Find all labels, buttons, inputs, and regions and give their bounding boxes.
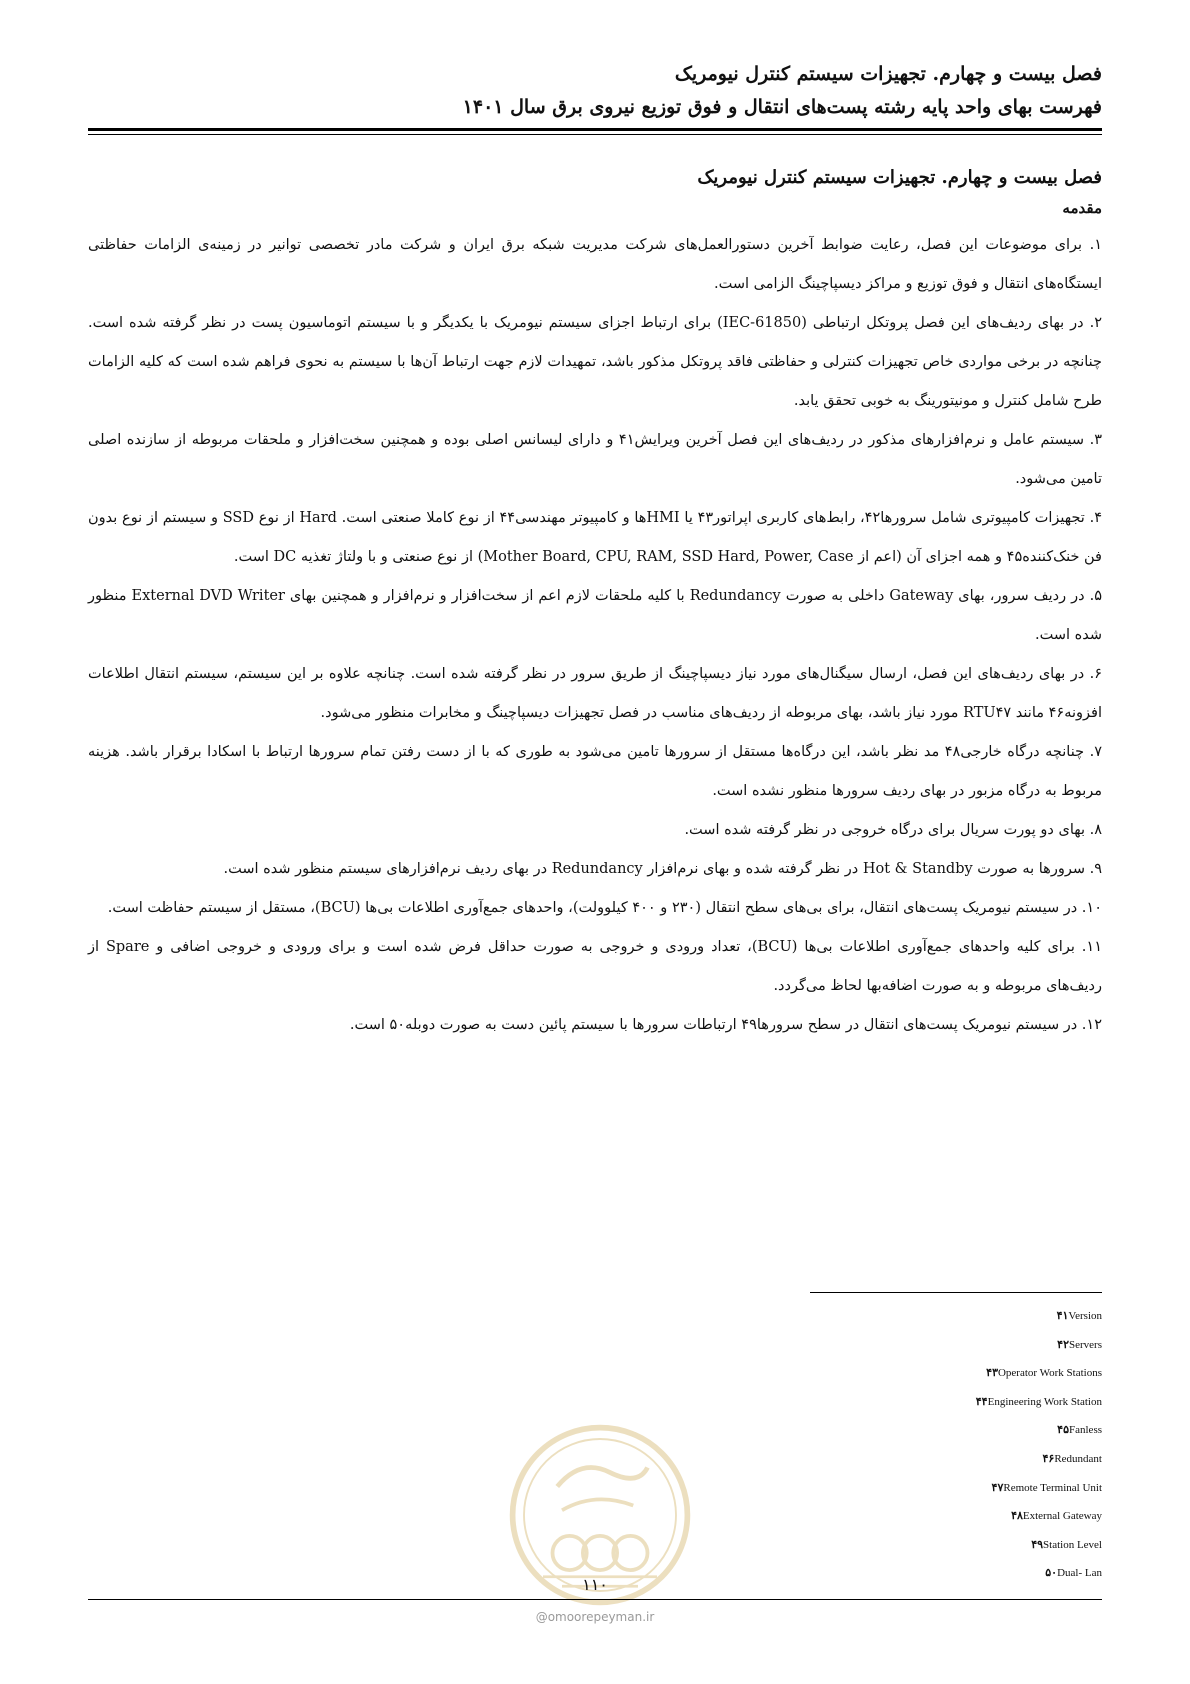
paragraph-6: ۶. در بهای ردیف‌های این فصل، ارسال سیگنال‌های مورد نیاز دیسپاچینگ از طریق سرور در نظر گرفته شده است. چنانچه علاوه بر این سیستم، سیستم انتقال اطلاعات افزونه۴۶ مانند RTU۴۷ مورد نیاز باشد، بهای مربوطه از ردیف‌های مناسب در فصل تجهیزات دیسپاچینگ و مخابرات منظور می‌شود. [88,666,1102,721]
footnote-term: Version [1068,1310,1102,1322]
paragraph-10: ۱۰. در سیستم نیومریک پست‌های انتقال، برای بی‌های سطح انتقال (۲۳۰ و ۴۰۰ کیلوولت)، واحدهای جمع‌آوری اطلاعات بی‌ها (BCU)، مستقل از سیستم حفاظت است. [107,900,1102,916]
footnote-term: Dual- Lan [1057,1567,1102,1580]
footnote-term: Station Level [1043,1538,1102,1551]
footnote-item [702,1531,1102,1560]
footer-rule [88,1599,1102,1600]
paragraph-12: ۱۲. در سیستم نیومریک پست‌های انتقال در سطح سرورها۴۹ ارتباطات سرورها با سیستم پائین دست به صورت دوبله۵۰ است. [349,1017,1102,1033]
header-document-line: فهرست بهای واحد پایه رشته پست‌های انتقال و فوق توزیع نیروی برق سال ۱۴۰۱ [462,96,1102,118]
footnote-number: ۴۸ [1011,1509,1023,1523]
paragraph-4: ۴. تجهیزات کامپیوتری شامل سرورها۴۲، رابط‌های کاربری اپراتور۴۳ یا HMIها و کامپیوتر مهندسی۴۴ از نوع کاملا صنعتی است. Hard از نوع SSD و سیستم از نوع بدون فن خنک‌کننده۴۵ و همه اجزای آن (اعم از Mother Board, CPU, RAM, SSD Hard, Power, Case) از نوع صنعتی و با ولتاژ تغذیه DC است. [88,510,1102,565]
paragraph-7: ۷. چنانچه درگاه خارجی۴۸ مد نظر باشد، این درگاه‌ها مستقل از سرورها تامین می‌شود به طوری که با از دست رفتن تمام سرورها ارتباط با اسکادا برقرار باشد. هزینه مربوط به درگاه مزبور در بهای ردیف سرورها منظور نشده است. [88,744,1102,799]
main-content [88,162,1102,1045]
footnote-term: Operator Work Stations [997,1367,1102,1380]
footnote-number: ۵۰ [1045,1566,1058,1580]
paragraph-5: ۵. در ردیف سرور، بهای Gateway داخلی به صورت Redundancy با کلیه ملحقات لازم اعم از سخت‌افزار و نرم‌افزار و همچنین بهای External DVD Writer منظور شده است. [88,588,1102,643]
footnotes [702,1302,1102,1588]
footnote-number: ۴۴ [975,1394,988,1408]
paragraph-11: ۱۱. برای کلیه واحدهای جمع‌آوری اطلاعات بی‌ها (BCU)، تعداد ورودی و خروجی به صورت حداقل فرض شده است و برای ورودی و خروجی اضافی و Spare از ردیف‌های مربوطه و به صورت اضافه‌بها لحاظ می‌گردد. [88,939,1102,994]
paragraph-9: ۹. سرورها به صورت Hot & Standby در نظر گرفته شده و بهای نرم‌افزار Redundancy در بهای ردیف نرم‌افزارهای سیستم منظور شده است. [223,861,1102,877]
site-credit: @omoorepeyman.ir [535,1610,655,1624]
footnote-term: Servers [1069,1338,1102,1351]
footnote-item [702,1302,1102,1331]
footnote-number: ۴۷ [991,1480,1004,1494]
header-rule-thick [88,128,1102,131]
footnote-item [702,1331,1102,1360]
footnote-item [702,1359,1102,1388]
footnote-item [702,1416,1102,1445]
footnote-number: ۴۵ [1057,1423,1069,1437]
paragraph-1: ۱. برای موضوعات این فصل، رعایت ضوابط آخرین دستورالعمل‌های شرکت مدیریت شبکه برق ایران و شرکت مادر تخصصی توانیر در زمینه‌ی الزامات حفاظتی ایستگاه‌های انتقال و فوق توزیع و مراکز دیسپاچینگ الزامی است. [88,237,1102,292]
footnote-number: ۴۶ [1042,1451,1055,1465]
footnote-separator [810,1292,1102,1293]
footnote-number: ۴۳ [986,1366,998,1380]
footnote-number: ۴۲ [1057,1337,1069,1351]
paragraph-8: ۸. بهای دو پورت سریال برای درگاه خروجی در نظر گرفته شده است. [684,822,1102,838]
page-number: ۱۱۰ [582,1575,608,1594]
footnote-item [702,1474,1102,1503]
footnote-item [702,1502,1102,1531]
paragraph-2: ۲. در بهای ردیف‌های این فصل پروتکل ارتباطی (IEC-61850) برای ارتباط اجزای سیستم نیومریک با یکدیگر و با سیستم اتوماسیون پست در نظر گرفته شده است. چنانچه در برخی مواردی خاص تجهیزات کنترلی و حفاظتی فاقد پروتکل مذکور باشد، تمهیدات لازم جهت ارتباط آن‌ها با سیستم به نحوی فراهم شده است که کلیه الزامات طرح شامل کنترل و مونیتورینگ به خوبی تحقق یابد. [88,315,1102,409]
footnote-term: Remote Terminal Unit [1003,1481,1102,1494]
chapter-title: فصل بیست و چهارم. تجهیزات سیستم کنترل نیومریک [697,167,1102,188]
paragraph-3: ۳. سیستم عامل و نرم‌افزارهای مذکور در ردیف‌های این فصل آخرین ویرایش۴۱ و دارای لیسانس اصلی بوده و همچنین سخت‌افزار و ملحقات مربوطه از سازنده اصلی تامین می‌شود. [88,432,1102,487]
footnote-term: Fanless [1069,1424,1102,1437]
footnote-number: ۴۹ [1031,1537,1044,1551]
footnote-item [702,1388,1102,1417]
footnote-number: ۴۱ [1056,1309,1069,1322]
footnote-term: Redundant [1054,1452,1102,1465]
page-header [88,58,1102,124]
header-chapter-line: فصل بیست و چهارم. تجهیزات سیستم کنترل نیومریک [674,63,1102,85]
footnote-item [702,1445,1102,1474]
header-rule-thin [88,134,1102,135]
footnote-term: Engineering Work Station [987,1395,1102,1408]
section-title: مقدمه [1062,199,1102,217]
footnote-term: External Gateway [1022,1510,1102,1523]
